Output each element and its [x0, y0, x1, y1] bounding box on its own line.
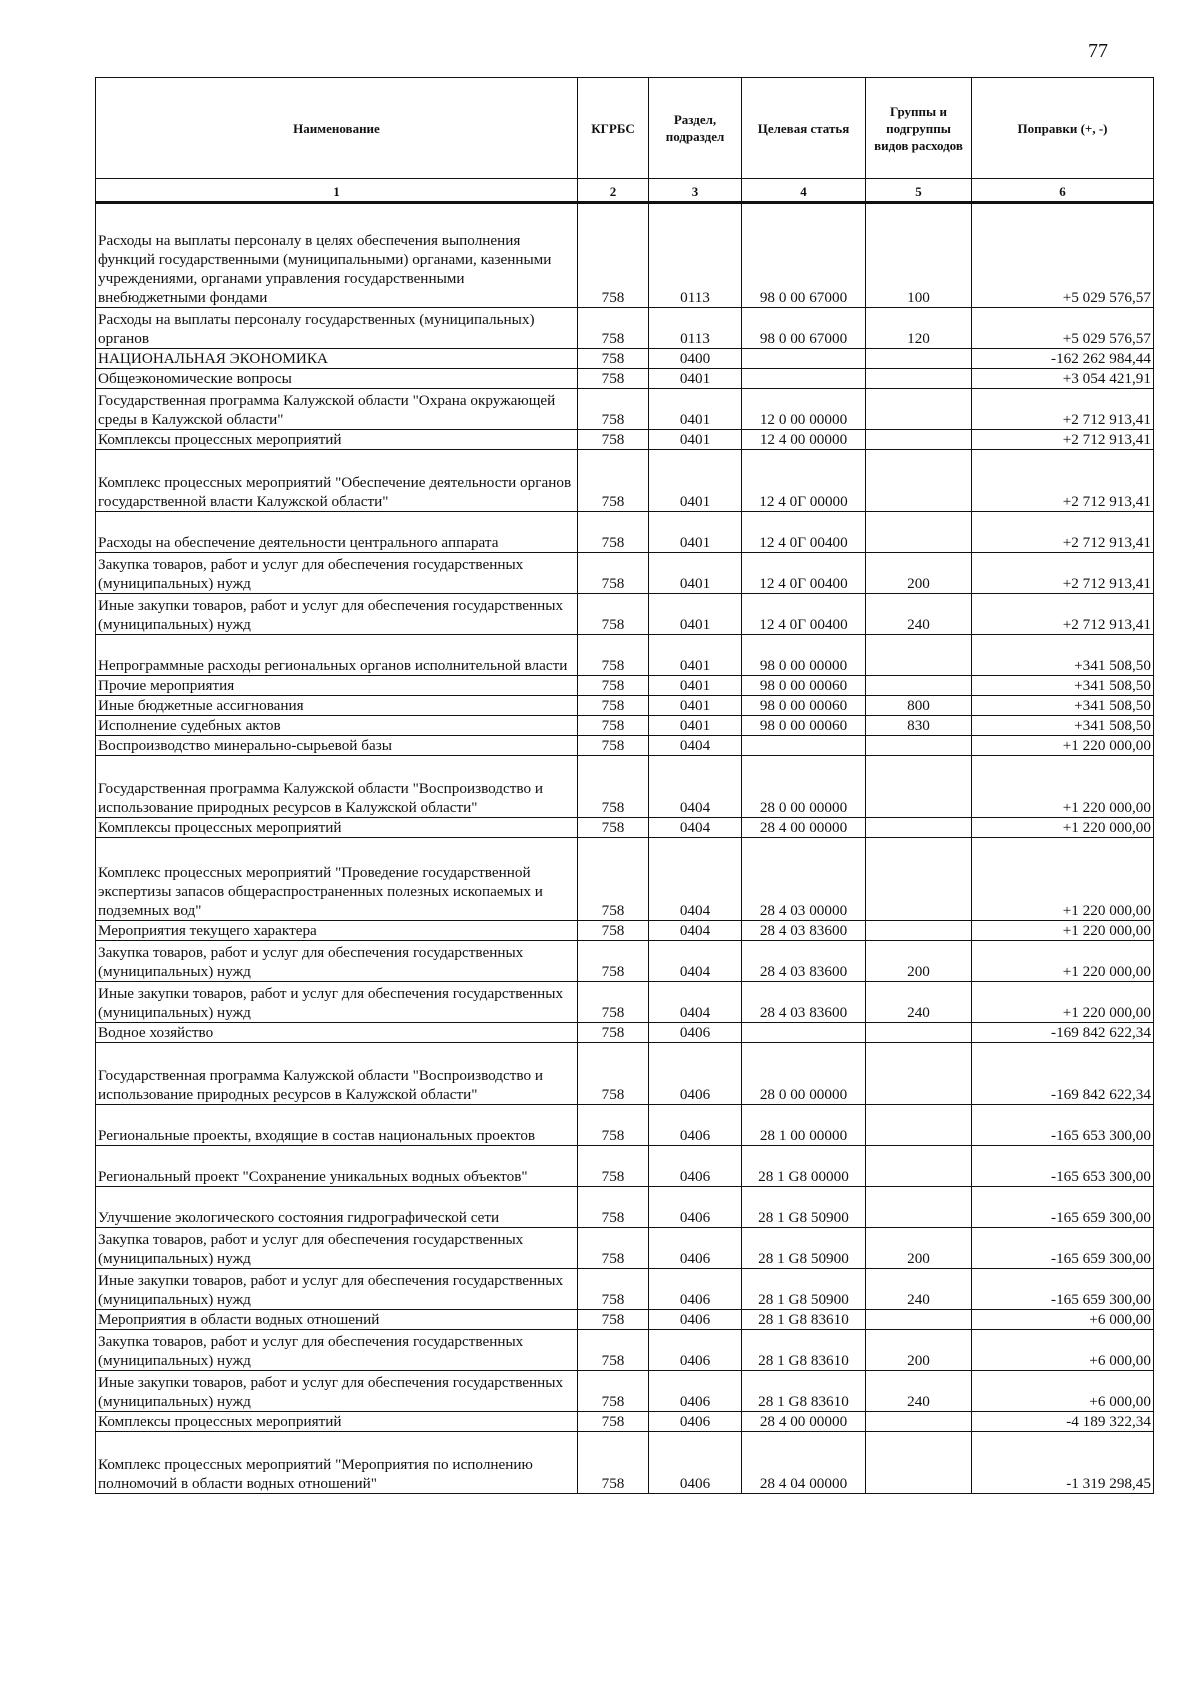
row-amount: +1 220 000,00 [972, 736, 1154, 756]
row-expense-group: 200 [866, 1330, 972, 1371]
row-expense-group [866, 369, 972, 389]
row-razdel: 0400 [649, 349, 742, 369]
row-kgrbs: 758 [578, 982, 649, 1023]
row-amount: +341 508,50 [972, 635, 1154, 676]
header-kgrbs: КГРБС [578, 78, 649, 179]
row-amount: +1 220 000,00 [972, 941, 1154, 982]
row-razdel: 0113 [649, 203, 742, 308]
row-expense-group [866, 1043, 972, 1105]
row-amount: -162 262 984,44 [972, 349, 1154, 369]
table-row [96, 982, 1154, 1023]
row-expense-group [866, 1105, 972, 1146]
row-amount: +5 029 576,57 [972, 308, 1154, 349]
row-kgrbs: 758 [578, 1228, 649, 1269]
row-razdel: 0406 [649, 1023, 742, 1043]
row-razdel: 0406 [649, 1371, 742, 1412]
row-razdel: 0404 [649, 941, 742, 982]
row-target-article: 28 1 G8 00000 [742, 1146, 866, 1187]
row-razdel: 0401 [649, 450, 742, 512]
row-name: Комплекс процессных мероприятий "Мероприятия по исполнению полномочий в области водных отношений" [96, 1432, 578, 1494]
budget-table [95, 77, 1154, 1494]
row-name: Комплексы процессных мероприятий [96, 818, 578, 838]
row-amount: -165 653 300,00 [972, 1146, 1154, 1187]
row-expense-group [866, 1412, 972, 1432]
row-name: Расходы на выплаты персоналу государственных (муниципальных) органов [96, 308, 578, 349]
row-razdel: 0404 [649, 982, 742, 1023]
column-number: 4 [742, 179, 866, 203]
row-name: Водное хозяйство [96, 1023, 578, 1043]
row-target-article: 98 0 00 67000 [742, 308, 866, 349]
row-expense-group [866, 1146, 972, 1187]
row-kgrbs: 758 [578, 389, 649, 430]
table-body [96, 203, 1154, 1494]
row-expense-group [866, 838, 972, 921]
row-razdel: 0401 [649, 676, 742, 696]
row-target-article: 28 0 00 00000 [742, 1043, 866, 1105]
row-expense-group [866, 818, 972, 838]
row-kgrbs: 758 [578, 921, 649, 941]
table-row [96, 1105, 1154, 1146]
row-name: Иные закупки товаров, работ и услуг для обеспечения государственных (муниципальных) нужд [96, 1371, 578, 1412]
row-name: Прочие мероприятия [96, 676, 578, 696]
row-razdel: 0113 [649, 308, 742, 349]
row-razdel: 0404 [649, 838, 742, 921]
row-amount: +2 712 913,41 [972, 450, 1154, 512]
row-razdel: 0401 [649, 389, 742, 430]
row-razdel: 0404 [649, 921, 742, 941]
row-target-article: 28 4 03 83600 [742, 941, 866, 982]
row-amount: +341 508,50 [972, 676, 1154, 696]
row-expense-group: 800 [866, 696, 972, 716]
row-expense-group: 100 [866, 203, 972, 308]
row-name: Комплексы процессных мероприятий [96, 430, 578, 450]
row-amount: -169 842 622,34 [972, 1043, 1154, 1105]
row-name: Воспроизводство минерально-сырьевой базы [96, 736, 578, 756]
row-amount: +1 220 000,00 [972, 838, 1154, 921]
row-expense-group [866, 756, 972, 818]
row-razdel: 0401 [649, 716, 742, 736]
row-amount: +2 712 913,41 [972, 512, 1154, 553]
row-kgrbs: 758 [578, 349, 649, 369]
row-amount: +341 508,50 [972, 696, 1154, 716]
row-razdel: 0401 [649, 594, 742, 635]
header-expense-group: Группы и подгруппы видов расходов [866, 78, 972, 179]
row-kgrbs: 758 [578, 308, 649, 349]
row-razdel: 0404 [649, 736, 742, 756]
row-name: Мероприятия текущего характера [96, 921, 578, 941]
table-row [96, 1043, 1154, 1105]
table-row [96, 1371, 1154, 1412]
row-razdel: 0406 [649, 1228, 742, 1269]
row-name: Иные закупки товаров, работ и услуг для обеспечения государственных (муниципальных) нужд [96, 1269, 578, 1310]
row-kgrbs: 758 [578, 1043, 649, 1105]
row-kgrbs: 758 [578, 553, 649, 594]
row-expense-group: 200 [866, 941, 972, 982]
row-expense-group: 240 [866, 982, 972, 1023]
row-razdel: 0401 [649, 430, 742, 450]
row-target-article: 28 1 G8 50900 [742, 1187, 866, 1228]
row-name: Государственная программа Калужской области "Воспроизводство и использование природных ресурсов в Калужской области" [96, 1043, 578, 1105]
row-target-article [742, 736, 866, 756]
row-amount: -165 659 300,00 [972, 1228, 1154, 1269]
row-expense-group [866, 736, 972, 756]
table-row [96, 450, 1154, 512]
row-expense-group: 240 [866, 594, 972, 635]
row-target-article: 28 4 04 00000 [742, 1432, 866, 1494]
row-kgrbs: 758 [578, 450, 649, 512]
row-target-article: 28 1 G8 83610 [742, 1310, 866, 1330]
row-kgrbs: 758 [578, 635, 649, 676]
row-amount: +2 712 913,41 [972, 389, 1154, 430]
row-target-article: 28 1 G8 83610 [742, 1371, 866, 1412]
row-razdel: 0406 [649, 1310, 742, 1330]
row-kgrbs: 758 [578, 203, 649, 308]
row-razdel: 0406 [649, 1269, 742, 1310]
row-target-article: 98 0 00 00060 [742, 696, 866, 716]
row-razdel: 0406 [649, 1043, 742, 1105]
table-row [96, 696, 1154, 716]
row-razdel: 0406 [649, 1330, 742, 1371]
row-amount: -1 319 298,45 [972, 1432, 1154, 1494]
table-row [96, 430, 1154, 450]
row-expense-group [866, 635, 972, 676]
row-kgrbs: 758 [578, 430, 649, 450]
table-row [96, 676, 1154, 696]
table-row [96, 553, 1154, 594]
table-row [96, 736, 1154, 756]
row-target-article: 28 1 G8 50900 [742, 1228, 866, 1269]
row-expense-group [866, 1023, 972, 1043]
table-row [96, 594, 1154, 635]
row-name: Улучшение экологического состояния гидрографической сети [96, 1187, 578, 1228]
row-kgrbs: 758 [578, 716, 649, 736]
row-razdel: 0401 [649, 369, 742, 389]
page-number: 77 [1088, 40, 1108, 62]
row-expense-group: 200 [866, 553, 972, 594]
column-number: 1 [96, 179, 578, 203]
row-expense-group [866, 512, 972, 553]
header-amendments: Поправки (+, -) [972, 78, 1154, 179]
table-row [96, 1187, 1154, 1228]
table-row [96, 921, 1154, 941]
table-row [96, 1023, 1154, 1043]
row-kgrbs: 758 [578, 736, 649, 756]
row-name: Закупка товаров, работ и услуг для обеспечения государственных (муниципальных) нужд [96, 1228, 578, 1269]
table-row [96, 1432, 1154, 1494]
table-row [96, 1228, 1154, 1269]
row-amount: +5 029 576,57 [972, 203, 1154, 308]
row-name: НАЦИОНАЛЬНАЯ ЭКОНОМИКА [96, 349, 578, 369]
row-target-article: 98 0 00 00060 [742, 676, 866, 696]
row-name: Закупка товаров, работ и услуг для обеспечения государственных (муниципальных) нужд [96, 1330, 578, 1371]
row-target-article: 28 0 00 00000 [742, 756, 866, 818]
row-name: Региональные проекты, входящие в состав национальных проектов [96, 1105, 578, 1146]
table-row [96, 635, 1154, 676]
table-row [96, 838, 1154, 921]
row-razdel: 0406 [649, 1146, 742, 1187]
row-name: Государственная программа Калужской области "Охрана окружающей среды в Калужской области" [96, 389, 578, 430]
row-kgrbs: 758 [578, 1187, 649, 1228]
row-expense-group [866, 676, 972, 696]
row-target-article: 98 0 00 00000 [742, 635, 866, 676]
row-kgrbs: 758 [578, 676, 649, 696]
row-expense-group [866, 1432, 972, 1494]
row-kgrbs: 758 [578, 1023, 649, 1043]
row-name: Иные закупки товаров, работ и услуг для обеспечения государственных (муниципальных) нужд [96, 594, 578, 635]
row-amount: +1 220 000,00 [972, 818, 1154, 838]
row-razdel: 0401 [649, 696, 742, 716]
row-target-article: 28 1 G8 83610 [742, 1330, 866, 1371]
row-name: Расходы на обеспечение деятельности центрального аппарата [96, 512, 578, 553]
column-number: 2 [578, 179, 649, 203]
column-number-row [96, 179, 1154, 203]
row-name: Мероприятия в области водных отношений [96, 1310, 578, 1330]
row-target-article: 98 0 00 67000 [742, 203, 866, 308]
row-target-article: 28 4 00 00000 [742, 1412, 866, 1432]
row-kgrbs: 758 [578, 1330, 649, 1371]
row-name: Государственная программа Калужской области "Воспроизводство и использование природных ресурсов в Калужской области" [96, 756, 578, 818]
row-amount: +6 000,00 [972, 1371, 1154, 1412]
row-target-article: 12 4 00 00000 [742, 430, 866, 450]
row-expense-group [866, 430, 972, 450]
row-name: Общеэкономические вопросы [96, 369, 578, 389]
row-razdel: 0406 [649, 1187, 742, 1228]
row-name: Иные закупки товаров, работ и услуг для обеспечения государственных (муниципальных) нужд [96, 982, 578, 1023]
row-kgrbs: 758 [578, 1310, 649, 1330]
row-kgrbs: 758 [578, 1412, 649, 1432]
row-amount: +1 220 000,00 [972, 921, 1154, 941]
row-target-article: 28 4 00 00000 [742, 818, 866, 838]
row-name: Иные бюджетные ассигнования [96, 696, 578, 716]
table-row [96, 1330, 1154, 1371]
row-amount: -4 189 322,34 [972, 1412, 1154, 1432]
row-expense-group: 120 [866, 308, 972, 349]
row-name: Комплекс процессных мероприятий "Проведение государственной экспертизы запасов общераспространенных полезных ископаемых и подземных вод" [96, 838, 578, 921]
row-target-article: 28 1 00 00000 [742, 1105, 866, 1146]
row-amount: +6 000,00 [972, 1330, 1154, 1371]
row-razdel: 0401 [649, 553, 742, 594]
table-row [96, 1412, 1154, 1432]
header-target-article: Целевая статья [742, 78, 866, 179]
row-target-article: 12 4 0Г 00000 [742, 450, 866, 512]
row-expense-group [866, 349, 972, 369]
header-name: Наименование [96, 78, 578, 179]
row-target-article: 12 0 00 00000 [742, 389, 866, 430]
table-row [96, 349, 1154, 369]
row-name: Закупка товаров, работ и услуг для обеспечения государственных (муниципальных) нужд [96, 941, 578, 982]
row-name: Закупка товаров, работ и услуг для обеспечения государственных (муниципальных) нужд [96, 553, 578, 594]
table-row [96, 818, 1154, 838]
table-row [96, 203, 1154, 308]
row-kgrbs: 758 [578, 369, 649, 389]
row-amount: +1 220 000,00 [972, 756, 1154, 818]
row-target-article: 12 4 0Г 00400 [742, 553, 866, 594]
row-target-article: 12 4 0Г 00400 [742, 594, 866, 635]
row-expense-group [866, 1310, 972, 1330]
row-amount: -165 659 300,00 [972, 1269, 1154, 1310]
table-row [96, 941, 1154, 982]
row-expense-group: 200 [866, 1228, 972, 1269]
table-row [96, 1269, 1154, 1310]
row-expense-group [866, 921, 972, 941]
row-name: Непрограммные расходы региональных органов исполнительной власти [96, 635, 578, 676]
column-number: 6 [972, 179, 1154, 203]
row-kgrbs: 758 [578, 1269, 649, 1310]
row-name: Комплексы процессных мероприятий [96, 1412, 578, 1432]
row-target-article [742, 1023, 866, 1043]
header-razdel: Раздел, подраздел [649, 78, 742, 179]
table-row [96, 389, 1154, 430]
table-row [96, 308, 1154, 349]
row-target-article: 28 4 03 83600 [742, 982, 866, 1023]
row-target-article: 28 4 03 00000 [742, 838, 866, 921]
table-row [96, 369, 1154, 389]
table-row [96, 512, 1154, 553]
row-kgrbs: 758 [578, 696, 649, 716]
row-name: Исполнение судебных актов [96, 716, 578, 736]
row-razdel: 0404 [649, 818, 742, 838]
row-razdel: 0406 [649, 1412, 742, 1432]
table-row [96, 1310, 1154, 1330]
row-kgrbs: 758 [578, 1371, 649, 1412]
row-kgrbs: 758 [578, 941, 649, 982]
row-expense-group [866, 389, 972, 430]
row-amount: -169 842 622,34 [972, 1023, 1154, 1043]
row-amount: +6 000,00 [972, 1310, 1154, 1330]
row-kgrbs: 758 [578, 818, 649, 838]
row-expense-group: 830 [866, 716, 972, 736]
row-target-article: 28 4 03 83600 [742, 921, 866, 941]
row-kgrbs: 758 [578, 838, 649, 921]
row-kgrbs: 758 [578, 1432, 649, 1494]
header-row [96, 78, 1154, 179]
row-razdel: 0404 [649, 756, 742, 818]
row-kgrbs: 758 [578, 756, 649, 818]
row-razdel: 0401 [649, 635, 742, 676]
row-target-article: 98 0 00 00060 [742, 716, 866, 736]
row-expense-group [866, 450, 972, 512]
row-amount: -165 659 300,00 [972, 1187, 1154, 1228]
table-row [96, 716, 1154, 736]
column-number: 3 [649, 179, 742, 203]
row-amount: +3 054 421,91 [972, 369, 1154, 389]
row-amount: +1 220 000,00 [972, 982, 1154, 1023]
row-kgrbs: 758 [578, 1146, 649, 1187]
row-name: Комплекс процессных мероприятий "Обеспечение деятельности органов государственной власти Калужской области" [96, 450, 578, 512]
row-target-article: 28 1 G8 50900 [742, 1269, 866, 1310]
row-amount: +2 712 913,41 [972, 594, 1154, 635]
row-name: Региональный проект "Сохранение уникальных водных объектов" [96, 1146, 578, 1187]
row-razdel: 0401 [649, 512, 742, 553]
row-amount: +2 712 913,41 [972, 553, 1154, 594]
row-amount: -165 653 300,00 [972, 1105, 1154, 1146]
row-kgrbs: 758 [578, 1105, 649, 1146]
row-name: Расходы на выплаты персоналу в целях обеспечения выполнения функций государственными (муниципальными) органами, казенными учреждениями, органами управления государственными внебюджетными фондами [96, 203, 578, 308]
row-razdel: 0406 [649, 1105, 742, 1146]
row-amount: +2 712 913,41 [972, 430, 1154, 450]
row-target-article [742, 369, 866, 389]
row-target-article [742, 349, 866, 369]
row-expense-group [866, 1187, 972, 1228]
table-row [96, 1146, 1154, 1187]
row-razdel: 0406 [649, 1432, 742, 1494]
row-expense-group: 240 [866, 1371, 972, 1412]
row-amount: +341 508,50 [972, 716, 1154, 736]
table-row [96, 756, 1154, 818]
column-number: 5 [866, 179, 972, 203]
row-kgrbs: 758 [578, 512, 649, 553]
row-kgrbs: 758 [578, 594, 649, 635]
row-target-article: 12 4 0Г 00400 [742, 512, 866, 553]
row-expense-group: 240 [866, 1269, 972, 1310]
